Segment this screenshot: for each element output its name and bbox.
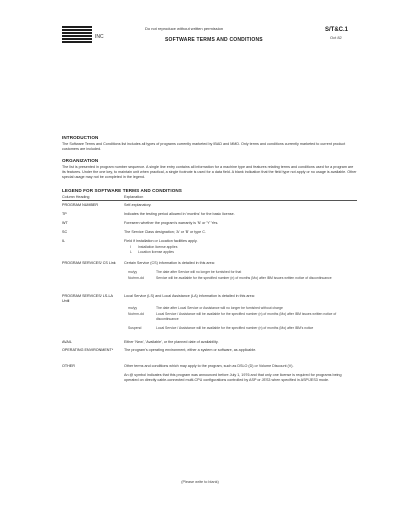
legend-code: PROGRAM NUMBER bbox=[62, 203, 99, 207]
lsu-item-text: The date after Local Service or Assistance will no longer be furnished without charge bbox=[156, 306, 283, 310]
legend-heading: LEGEND FOR SOFTWARE TERMS AND CONDITIONS bbox=[62, 188, 182, 193]
lsu-item-label: mo/yy bbox=[128, 306, 138, 310]
organization-heading: ORGANIZATION bbox=[62, 158, 99, 163]
lsu-item-label: No/mm-dd bbox=[128, 312, 144, 316]
cs-item-text: Service will be available for the specified number (n) of months (Mo) after IBM issues written notice of discontinuance bbox=[156, 276, 332, 280]
document-number: S/T&C.1 bbox=[325, 27, 349, 33]
explanation-heading-label: Explanation bbox=[124, 195, 144, 199]
legend-explanation: Either 'New', 'Available', or the planned date of availability. bbox=[124, 340, 219, 344]
il-option-key: I bbox=[130, 245, 131, 249]
introduction-text: The Software Terms and Conditions list includes all types of programs currently marketed by IBAD and MMD. Only terms and conditions currently marketed to current product customers are included. bbox=[62, 142, 346, 151]
footer-note: (Please write to blank) bbox=[181, 480, 219, 484]
il-option-key: L bbox=[130, 250, 132, 254]
legend-explanation: Indicates the testing period allowed in 'months' for the basic license. bbox=[124, 212, 235, 216]
cs-item-label: No/mm-dd bbox=[128, 276, 144, 280]
il-option-text: Location license applies bbox=[138, 250, 175, 254]
legend-code: TP bbox=[62, 212, 67, 216]
legend-explanation: Foreseen whether the program's warranty is 'N' or 'Y' Yes. bbox=[124, 221, 219, 225]
legend-code: IL bbox=[62, 239, 66, 243]
introduction-heading: INTRODUCTION bbox=[62, 135, 99, 140]
logo-suffix: INC bbox=[95, 34, 104, 40]
legend-explanation: Field if Installation or Location facilities apply. bbox=[124, 239, 198, 243]
lsu-item-text: Local Service / Assistance will be available for the specified number (n) of months (Mo) after IBM's notice bbox=[156, 326, 314, 330]
legend-code: OPERATING ENVIRONMENT* bbox=[62, 348, 114, 352]
il-option-text: Installation license applies bbox=[138, 245, 178, 249]
lsu-item-text: Local Service / Assistance will be available for the specified number (n) of months (Mo) after IBM issues written notice of discontinuance bbox=[156, 312, 337, 321]
legend-code: WT bbox=[62, 221, 68, 225]
legend-explanation: Self-explanatory. bbox=[124, 203, 152, 207]
legend-explanation: Local Service (LS) and Local Assistance (LA) information is detailed in this area: bbox=[124, 294, 255, 298]
reproduction-notice: Do not reproduce without written permission bbox=[145, 26, 224, 31]
legend-explanation: Certain Service (CS) information is detailed in this area: bbox=[124, 261, 215, 265]
cs-item-label: mo/yy bbox=[128, 270, 138, 274]
legend-code: SC bbox=[62, 230, 68, 234]
ibm-logo bbox=[62, 26, 92, 43]
document-title: SOFTWARE TERMS AND CONDITIONS bbox=[165, 37, 263, 43]
legend-explanation: Other terms and conditions which may apply to the program, such as DSLO (D) or Volume Discount (V). bbox=[124, 364, 294, 368]
column-heading-label: Column Heading bbox=[62, 195, 90, 199]
lsu-item-label: Suspend bbox=[128, 326, 142, 330]
legend-code: OTHER bbox=[62, 364, 75, 368]
document-date: Oct 82 bbox=[330, 35, 342, 40]
legend-code: PROGRAM SERVICES/ CS Link bbox=[62, 261, 116, 265]
cs-item-text: The date after Service will no longer be furnished for that bbox=[156, 270, 242, 274]
legend-code: AVAIL bbox=[62, 340, 72, 344]
legend-explanation: The program's operating environment, either a system or software, as applicable. bbox=[124, 348, 257, 352]
legend-other-note: An @ symbol indicates that this program was announced before July 1, 1976 and that only one license is required for programs being operated on directly cable-connected multi-CPU configurations controlled by ASP or JES3 when specified in ASP/JES3 mode. bbox=[124, 373, 342, 382]
legend-explanation: The Service Class designation; 'A' or 'B' or type C. bbox=[124, 230, 206, 234]
legend-code: PROGRAM SERVICES/ LS-LA Until bbox=[62, 294, 113, 303]
organization-text: The list is presented in program number sequence. A single line entry contains all information for a machine type and features relating terms and conditions used for a program are its features. Under the one key, to maintain unit when practical, a single footnote is used for a data field. A blank indication that the field type not apply or no usage is available. Other special usage may not be completed in the legend. bbox=[62, 165, 357, 179]
legend-divider bbox=[62, 200, 357, 201]
